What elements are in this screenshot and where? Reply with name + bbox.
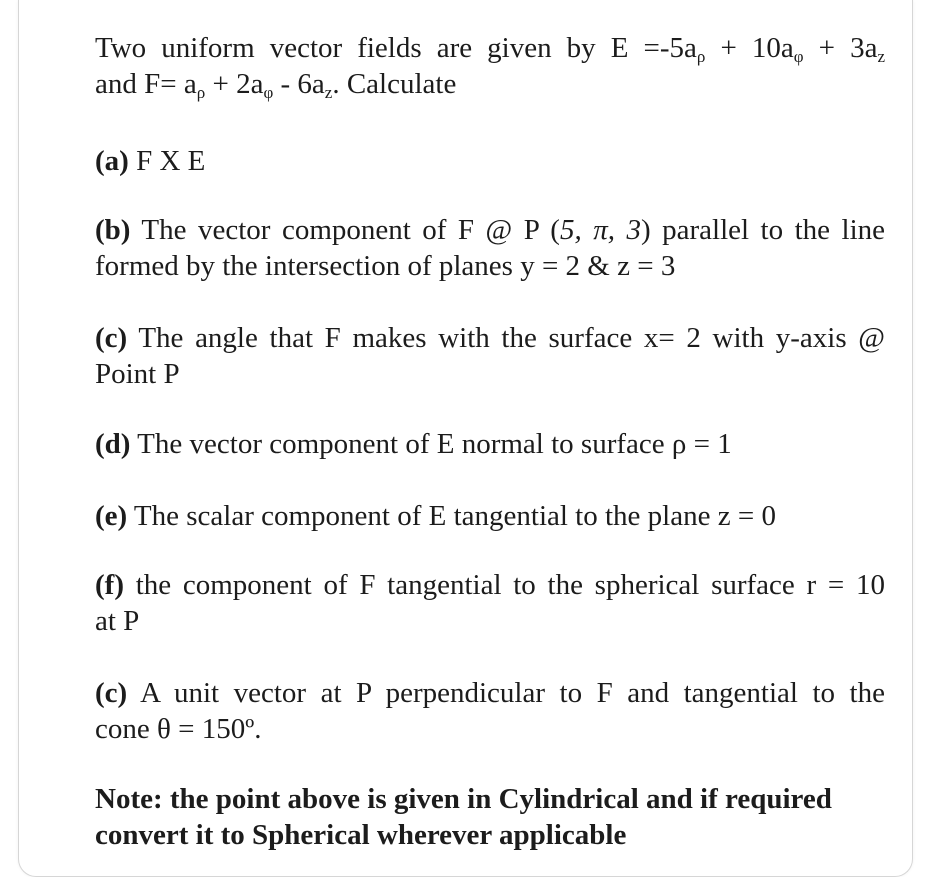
- intro-line-2: and $F= a_\rho + 2a_\varphi - 6a_z$. Calculate: [95, 68, 457, 102]
- part-c-line-2: Point P: [95, 358, 180, 390]
- note-line-2: convert it to Spherical wherever applicable: [95, 819, 627, 851]
- intro-paragraph: [95, 30, 885, 102]
- part-c-line-1: (c) The angle that F makes with the surface x= 2 with y-axis @: [95, 322, 885, 354]
- note-line-1: Note: the point above is given in Cylindrical and if required: [95, 783, 832, 815]
- part-b-line-2: formed by the intersection of planes y = 2 & z = 3: [95, 250, 676, 282]
- part-a: [95, 143, 885, 179]
- part-f-line-2: at P: [95, 605, 140, 637]
- part-f-line-1: (f) the component of F tangential to the spherical surface r = 10: [95, 569, 885, 601]
- part-a-line: (a) F X E: [95, 145, 206, 177]
- intro-line-1: Two uniform vector fields are given by $E =-5a_\rho + 10a_\varphi + 3a_z$: [95, 32, 886, 66]
- part-d: [95, 426, 885, 462]
- part-g-line-1: (c) A unit vector at P perpendicular to F and tangential to the: [95, 677, 885, 709]
- note-paragraph: [95, 781, 885, 853]
- part-e: [95, 498, 885, 534]
- question-card: [18, 0, 913, 877]
- part-c: [95, 320, 885, 392]
- part-g-line-2: cone θ = 150º.: [95, 713, 262, 745]
- part-e-line: (e) The scalar component of E tangential to the plane z = 0: [95, 500, 776, 532]
- part-b: [95, 212, 885, 284]
- part-f: [95, 567, 885, 639]
- part-g: [95, 675, 885, 747]
- part-b-line-1: (b) The vector component of F @ P (5, π, 3) parallel to the line: [95, 214, 886, 246]
- part-d-line: (d) The vector component of E normal to surface ρ = 1: [95, 428, 732, 460]
